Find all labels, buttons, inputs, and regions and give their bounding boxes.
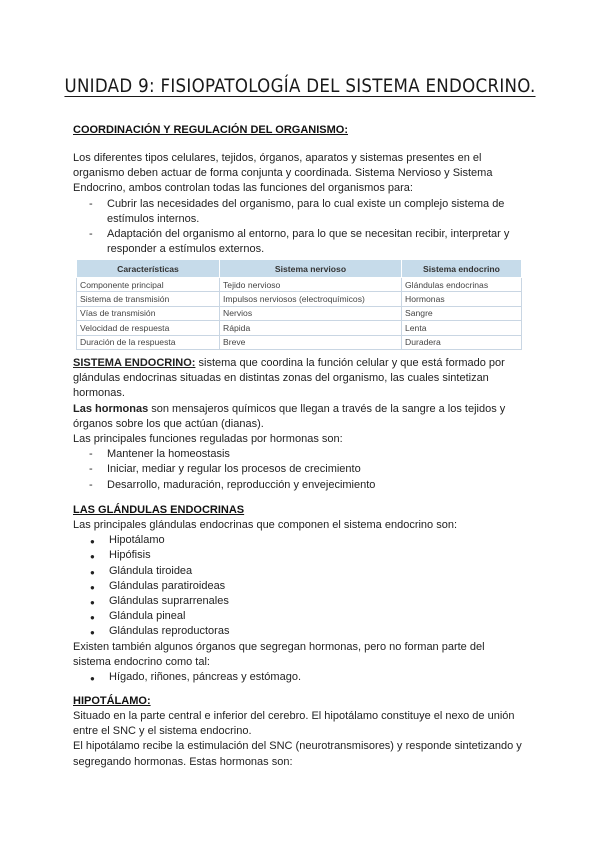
section-heading-hipotalamo: HIPOTÁLAMO:: [73, 695, 151, 707]
table-cell: Duración de la respuesta: [77, 335, 220, 349]
section-heading-glandulas: LAS GLÁNDULAS ENDOCRINAS: [73, 504, 245, 516]
column-header: Sistema nervioso: [220, 260, 402, 278]
table-cell: Lenta: [402, 321, 522, 335]
paragraph-line: glándulas endocrinas situadas en distintas zonas del organismo, las cuales sintetizan: [73, 372, 489, 385]
paragraph-line: entre el SNC y el sistema endocrino.: [73, 725, 252, 738]
paragraph-line: segregando hormonas. Estas hormonas son:: [73, 755, 293, 768]
table-row: [77, 321, 522, 335]
table-row: [77, 278, 522, 292]
list-item: ● Glándula tiroidea: [73, 564, 533, 579]
table-cell: Rápida: [220, 321, 402, 335]
table-cell: Sangre: [402, 306, 522, 320]
paragraph-line: Los diferentes tipos celulares, tejidos, órganos, aparatos y sistemas presentes en el: [73, 152, 482, 164]
table-cell: Nervios: [220, 306, 402, 320]
comparison-table: [76, 259, 522, 350]
table-row: [77, 335, 522, 349]
list-item: ● Glándulas paratiroideas: [73, 579, 533, 594]
paragraph-line: El hipotálamo recibe la estimulación del SNC (neurotransmisores) y responde sintetizando y: [73, 740, 522, 753]
section-coordinacion-body: [73, 151, 533, 257]
list-item: ● Glándula pineal: [73, 609, 533, 624]
table-cell: Impulsos nerviosos (electroquímicos): [220, 292, 402, 306]
dash-list: [73, 197, 533, 258]
list-item: ● Hígado, riñones, páncreas y estómago.: [73, 670, 533, 685]
list-item: - Adaptación del organismo al entorno, para lo que se necesitan recibir, interpretar y responder a estímulos externos.: [73, 227, 533, 257]
paragraph-line: Existen también algunos órganos que segregan hormonas, pero no forman parte del: [73, 640, 485, 653]
paragraph-line: organismo deben actuar de forma conjunta y coordinada. Sistema Nervioso y Sistema: [73, 167, 493, 180]
table-cell: Sistema de transmisión: [77, 292, 220, 306]
paragraph-line: Las principales glándulas endocrinas que componen el sistema endocrino son:: [73, 519, 458, 531]
page-title: UNIDAD 9: FISIOPATOLOGÍA DEL SISTEMA ENDOCRINO.: [64, 76, 536, 97]
table-row: [77, 292, 522, 306]
organs-list: [73, 670, 533, 685]
column-header: Sistema endocrino: [402, 260, 522, 278]
section-hipotalamo-body: [73, 709, 543, 770]
list-item: ● Glándulas suprarrenales: [73, 594, 533, 609]
table-cell: Hormonas: [402, 292, 522, 306]
list-item: - Desarrollo, maduración, reproducción y envejecimiento: [73, 478, 543, 493]
table-row: [77, 306, 522, 320]
paragraph-line: Endocrino, ambos controlan todas las funciones del organismos para:: [73, 182, 413, 195]
paragraph-line: Las principales funciones reguladas por hormonas son:: [73, 433, 343, 446]
paragraph-line: Situado en la parte central e inferior del cerebro. El hipotálamo constituye el nexo de unión: [73, 710, 515, 722]
table-cell: Duradera: [402, 335, 522, 349]
table-cell: Vías de transmisión: [77, 306, 220, 320]
paragraph-line: órganos sobre los que actúan (dianas).: [73, 417, 264, 430]
list-item: - Cubrir las necesidades del organismo, para lo cual existe un complejo sistema de estímulos internos.: [73, 197, 533, 227]
list-item: ● Glándulas reproductoras: [73, 624, 533, 639]
paragraph-line: hormonas.: [73, 387, 125, 400]
functions-list: [73, 447, 543, 493]
paragraph-line: sistema endocrino como tal:: [73, 655, 210, 668]
table-cell: Breve: [220, 335, 402, 349]
section-glandulas-body: [73, 518, 533, 685]
list-item: ● Hipófisis: [73, 548, 533, 563]
table-header-row: [77, 260, 522, 278]
column-header: Características: [77, 260, 220, 278]
section-heading-sistema-endocrino: SISTEMA ENDOCRINO:: [73, 357, 196, 369]
table-cell: Velocidad de respuesta: [77, 321, 220, 335]
table-cell: Glándulas endocrinas: [402, 278, 522, 292]
list-item: - Iniciar, mediar y regular los procesos de crecimiento: [73, 462, 543, 477]
section-sistema-endocrino: SISTEMA ENDOCRINO: sistema que coordina la función celular y que está formado por glándulas endocrinas situadas en distintas zonas del organismo, las cuales sintetizan hormonas. Las hormonas son mensajeros químicos que llegan a través de la sangre a los tejidos y órganos sobre los que actúan (dianas). Las principales funciones reguladas por hormonas son: - Mantener la homeostasis - Iniciar, mediar y regular los procesos de crecimiento - Desarrollo, maduración, reproducción y envejecimiento: [73, 356, 543, 493]
table-cell: Componente principal: [77, 278, 220, 292]
glands-list: [73, 533, 533, 639]
list-item: ● Hipotálamo: [73, 533, 533, 548]
list-item: - Mantener la homeostasis: [73, 447, 543, 462]
table-cell: Tejido nervioso: [220, 278, 402, 292]
hormonas-term: Las hormonas: [73, 402, 149, 415]
section-heading-coordinacion: COORDINACIÓN Y REGULACIÓN DEL ORGANISMO:: [73, 124, 349, 136]
